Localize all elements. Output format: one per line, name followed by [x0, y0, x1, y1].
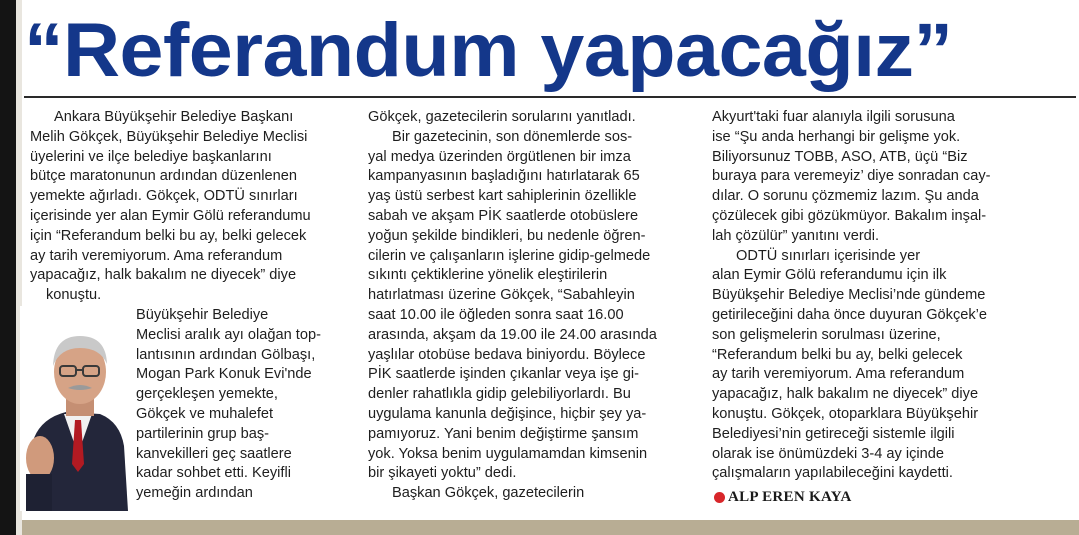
col2-line: yaşlılar otobüse bedava biniyordu. Böylece — [368, 346, 646, 363]
col3-line: ay tarih veremiyorum. Ama referandum — [712, 366, 965, 383]
col2-line: cilerin ve çalışanların işlerine gidip-gelmede — [368, 247, 651, 264]
col3-line: son gelişmelerin sorulması üzerine, — [712, 326, 941, 343]
col2-line: sıkıntı çektiklerine yönelik eleştirilerin — [368, 267, 608, 284]
col3-line: “Referandum belki bu ay, belki gelecek — [712, 346, 963, 363]
portrait-illustration — [20, 306, 130, 511]
article-column-3 — [712, 108, 1012, 508]
col2-line: hatırlatması üzerine Gökçek, “Sabahleyin — [368, 287, 635, 304]
article-column-1 — [30, 108, 350, 511]
col3-line: Biliyorsunuz TOBB, ASO, ATB, üçü “Biz — [712, 148, 968, 165]
col1-line: kanvekilleri geç saatlere — [136, 445, 292, 462]
col2-line: Gökçek, gazetecilerin sorularını yanıtladı. — [368, 109, 636, 125]
col2-line: Bir gazetecinin, son dönemlerde sos- — [392, 128, 633, 145]
col3-line: alan Eymir Gölü referandumu için ilk — [712, 267, 947, 284]
col2-line: yal medya üzerinden örgütlenen bir imza — [368, 148, 631, 165]
author-name: ALP EREN KAYA — [728, 489, 852, 506]
col2-line: yok. Yoksa benim uygulamamdan kimsenin — [368, 445, 648, 462]
col1-line: bütçe maratonunun ardından düzenlenen — [30, 168, 297, 185]
author-byline — [712, 488, 1012, 508]
col3-line: yapacağız, halk bakalım ne diyecek” diye — [712, 386, 979, 403]
headline-rule — [24, 96, 1076, 98]
col3-line: çalışmaların yapılabileceğini kaydetti. — [712, 465, 953, 482]
col1-line: partilerinin grup baş- — [136, 425, 270, 442]
col3-line: lah çözülür” yanıtını verdi. — [712, 227, 880, 244]
col2-line: saat 10.00 ile öğleden sonra saat 16.00 — [368, 306, 624, 323]
portrait-photo — [20, 306, 130, 511]
col3-line: dılar. O sorunu çözmemiz lazım. Şu anda — [712, 188, 979, 205]
col2-line: yoğun şekilde bindikleri, bu nedenle öğren- — [368, 227, 646, 244]
col3-line: buraya para veremeyiz’ diye sonradan cay- — [712, 168, 991, 185]
col3-line: Büyükşehir Belediye Meclisi’nde gündeme — [712, 287, 986, 304]
col3-line: ise “Şu anda herhangi bir gelişme yok. — [712, 128, 961, 145]
col3-line: ODTÜ sınırları içerisinde yer — [736, 247, 921, 264]
col2-line: uygulama kanunla değişince, hiçbir şey ya- — [368, 405, 647, 422]
col2-line: yaş üstü serbest kart sahiplerinin özellikle — [368, 188, 637, 205]
col1-line: kadar sohbet etti. Keyifli — [136, 465, 291, 482]
col2-line: PİK saatlerde işinden çıkanlar veya işe gi- — [368, 366, 639, 383]
col1-line: yemeğin ardından — [136, 485, 253, 502]
byline-dot-icon — [714, 492, 725, 503]
col3-line: getirileceğini daha önce duyuran Gökçek’e — [712, 306, 988, 323]
col2-line: denler rahatlıkla gidip gelebiliyorlardı. Bu — [368, 386, 631, 403]
col1-line: Meclisi aralık ayı olağan top- — [136, 326, 321, 343]
col2-line: bir şikayeti yoktu” dedi. — [368, 465, 517, 482]
col2-line: sabah ve akşam PİK saatlerde otobüslere — [368, 207, 639, 224]
col1-line: yemekte ağırladı. Gökçek, ODTÜ sınırları — [30, 188, 298, 205]
col1-line: Büyükşehir Belediye — [136, 306, 269, 323]
col1-line: içerisinde yer alan Eymir Gölü referandumu — [30, 207, 311, 224]
col1-line: için “Referandum belki bu ay, belki gelecek — [30, 227, 307, 244]
page-edge-dark — [0, 0, 16, 535]
col1-line: ay tarih veremiyorum. Ama referandum — [30, 247, 283, 264]
col1-line: üyelerini ve ilçe belediye başkanlarını — [30, 148, 272, 165]
headline: “Referandum yapacağız” — [24, 8, 953, 93]
col3-line: Akyurt'taki fuar alanıyla ilgili sorusuna — [712, 109, 955, 125]
article-column-2 — [368, 108, 700, 504]
col1-line: Mogan Park Konuk Evi'nde — [136, 366, 312, 383]
col2-line: pamıyoruz. Yani benim değiştirme şansım — [368, 425, 639, 442]
col2-line: arasında, akşam da 19.00 ile 24.00 arasında — [368, 326, 657, 343]
col1-line: lantısının ardından Gölbaşı, — [136, 346, 316, 363]
col1-line: yapacağız, halk bakalım ne diyecek” diye — [30, 267, 297, 284]
col2-line: Başkan Gökçek, gazetecilerin — [392, 485, 585, 502]
col1-line: gerçekleşen yemekte, — [136, 386, 278, 403]
col2-line: kampanyasının başladığını hatırlatarak 65 — [368, 168, 640, 185]
col1-line: Ankara Büyükşehir Belediye Başkanı — [54, 109, 294, 125]
col3-line: olarak ise önümüzdeki 3-4 ay içinde — [712, 445, 945, 462]
col1-line: Gökçek ve muhalefet — [136, 405, 274, 422]
col3-line: çözülecek gibi gözükmüyor. Bakalım inşal- — [712, 207, 987, 224]
col1-line: konuştu. — [46, 287, 102, 304]
bottom-band — [22, 520, 1079, 535]
col1-line: Melih Gökçek, Büyükşehir Belediye Meclisi — [30, 128, 308, 145]
col3-line: konuştu. Gökçek, otoparklara Büyükşehir — [712, 405, 979, 422]
col3-line: Belediyesi’nin getireceği sistemle ilgili — [712, 425, 955, 442]
